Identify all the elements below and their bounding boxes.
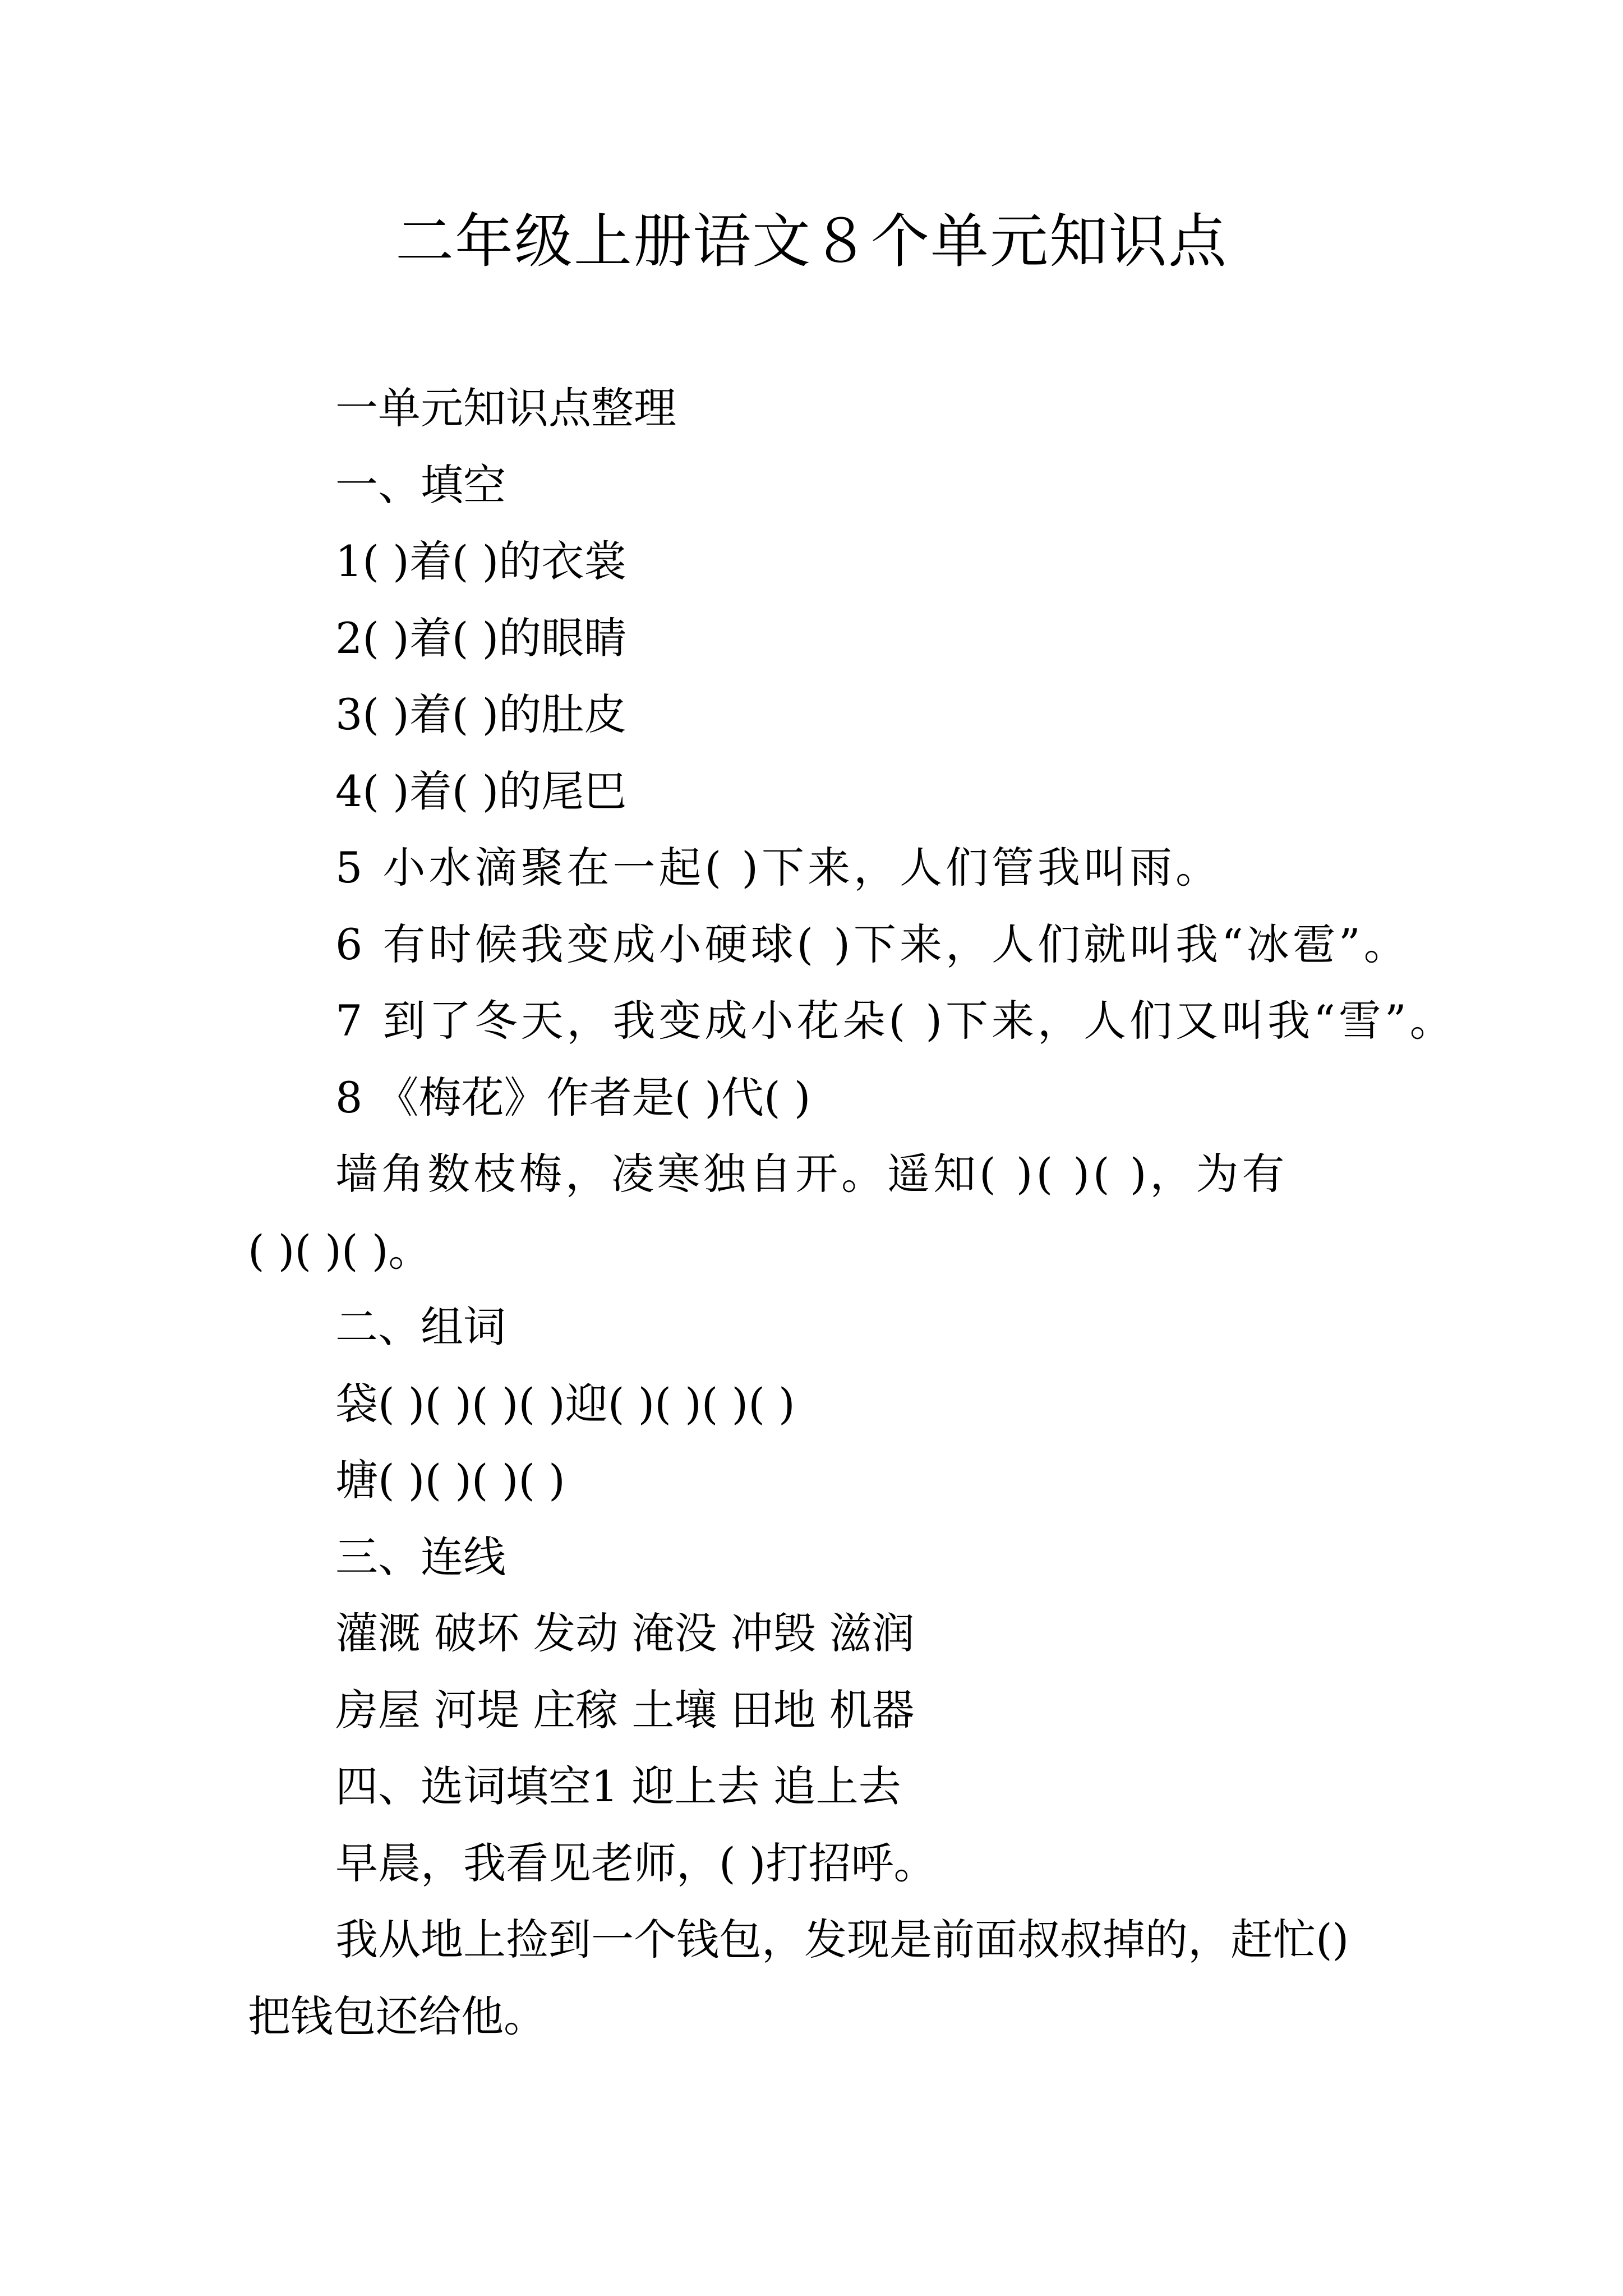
text-line: 4( )着( )的尾巴 xyxy=(335,766,627,816)
text-line: 把钱包还给他。 xyxy=(248,1991,546,2041)
subsection-heading: 二、组词 xyxy=(335,1302,506,1352)
subsection-heading: 三、连线 xyxy=(335,1531,506,1582)
text-line: 6 有时候我变成小硬球( )下来，人们就叫我“冰雹”。 xyxy=(335,919,1410,969)
text-line: 7 到了冬天，我变成小花朵( )下来，人们又叫我“雪”。 xyxy=(335,996,1456,1046)
subsection-heading: 四、选词填空1 迎上去 追上去 xyxy=(335,1761,901,1811)
document-title: 二年级上册语文８个单元知识点 xyxy=(395,207,1228,275)
text-line: 灌溉 破坏 发动 淹没 冲毁 滋润 xyxy=(335,1608,915,1658)
text-line: 8 《梅花》作者是( )代( ) xyxy=(335,1072,811,1122)
text-line: 房屋 河堤 庄稼 土壤 田地 机器 xyxy=(335,1685,915,1735)
text-line: 2( )着( )的眼睛 xyxy=(335,613,627,663)
text-line: ( )( )( )。 xyxy=(248,1225,431,1276)
text-line: 塘( )( )( )( ) xyxy=(335,1455,565,1505)
subsection-heading: 一、填空 xyxy=(335,459,506,510)
text-line: 1( )着( )的衣裳 xyxy=(335,536,627,586)
text-line: 袋( )( )( )( )迎( )( )( )( ) xyxy=(335,1378,795,1429)
text-line: 早晨，我看见老师，( )打招呼。 xyxy=(335,1838,937,1888)
text-line: 3( )着( )的肚皮 xyxy=(335,689,627,739)
text-line: 我从地上捡到一个钱包，发现是前面叔叔掉的，赶忙() xyxy=(335,1915,1349,1964)
section-heading: 一单元知识点整理 xyxy=(335,383,676,433)
document-body xyxy=(248,370,1456,2055)
text-line: 墙角数枝梅，凌寒独自开。遥知( )( )( )，为有 xyxy=(335,1149,1288,1199)
text-line: 5 小水滴聚在一起( )下来，人们管我叫雨。 xyxy=(335,843,1221,892)
